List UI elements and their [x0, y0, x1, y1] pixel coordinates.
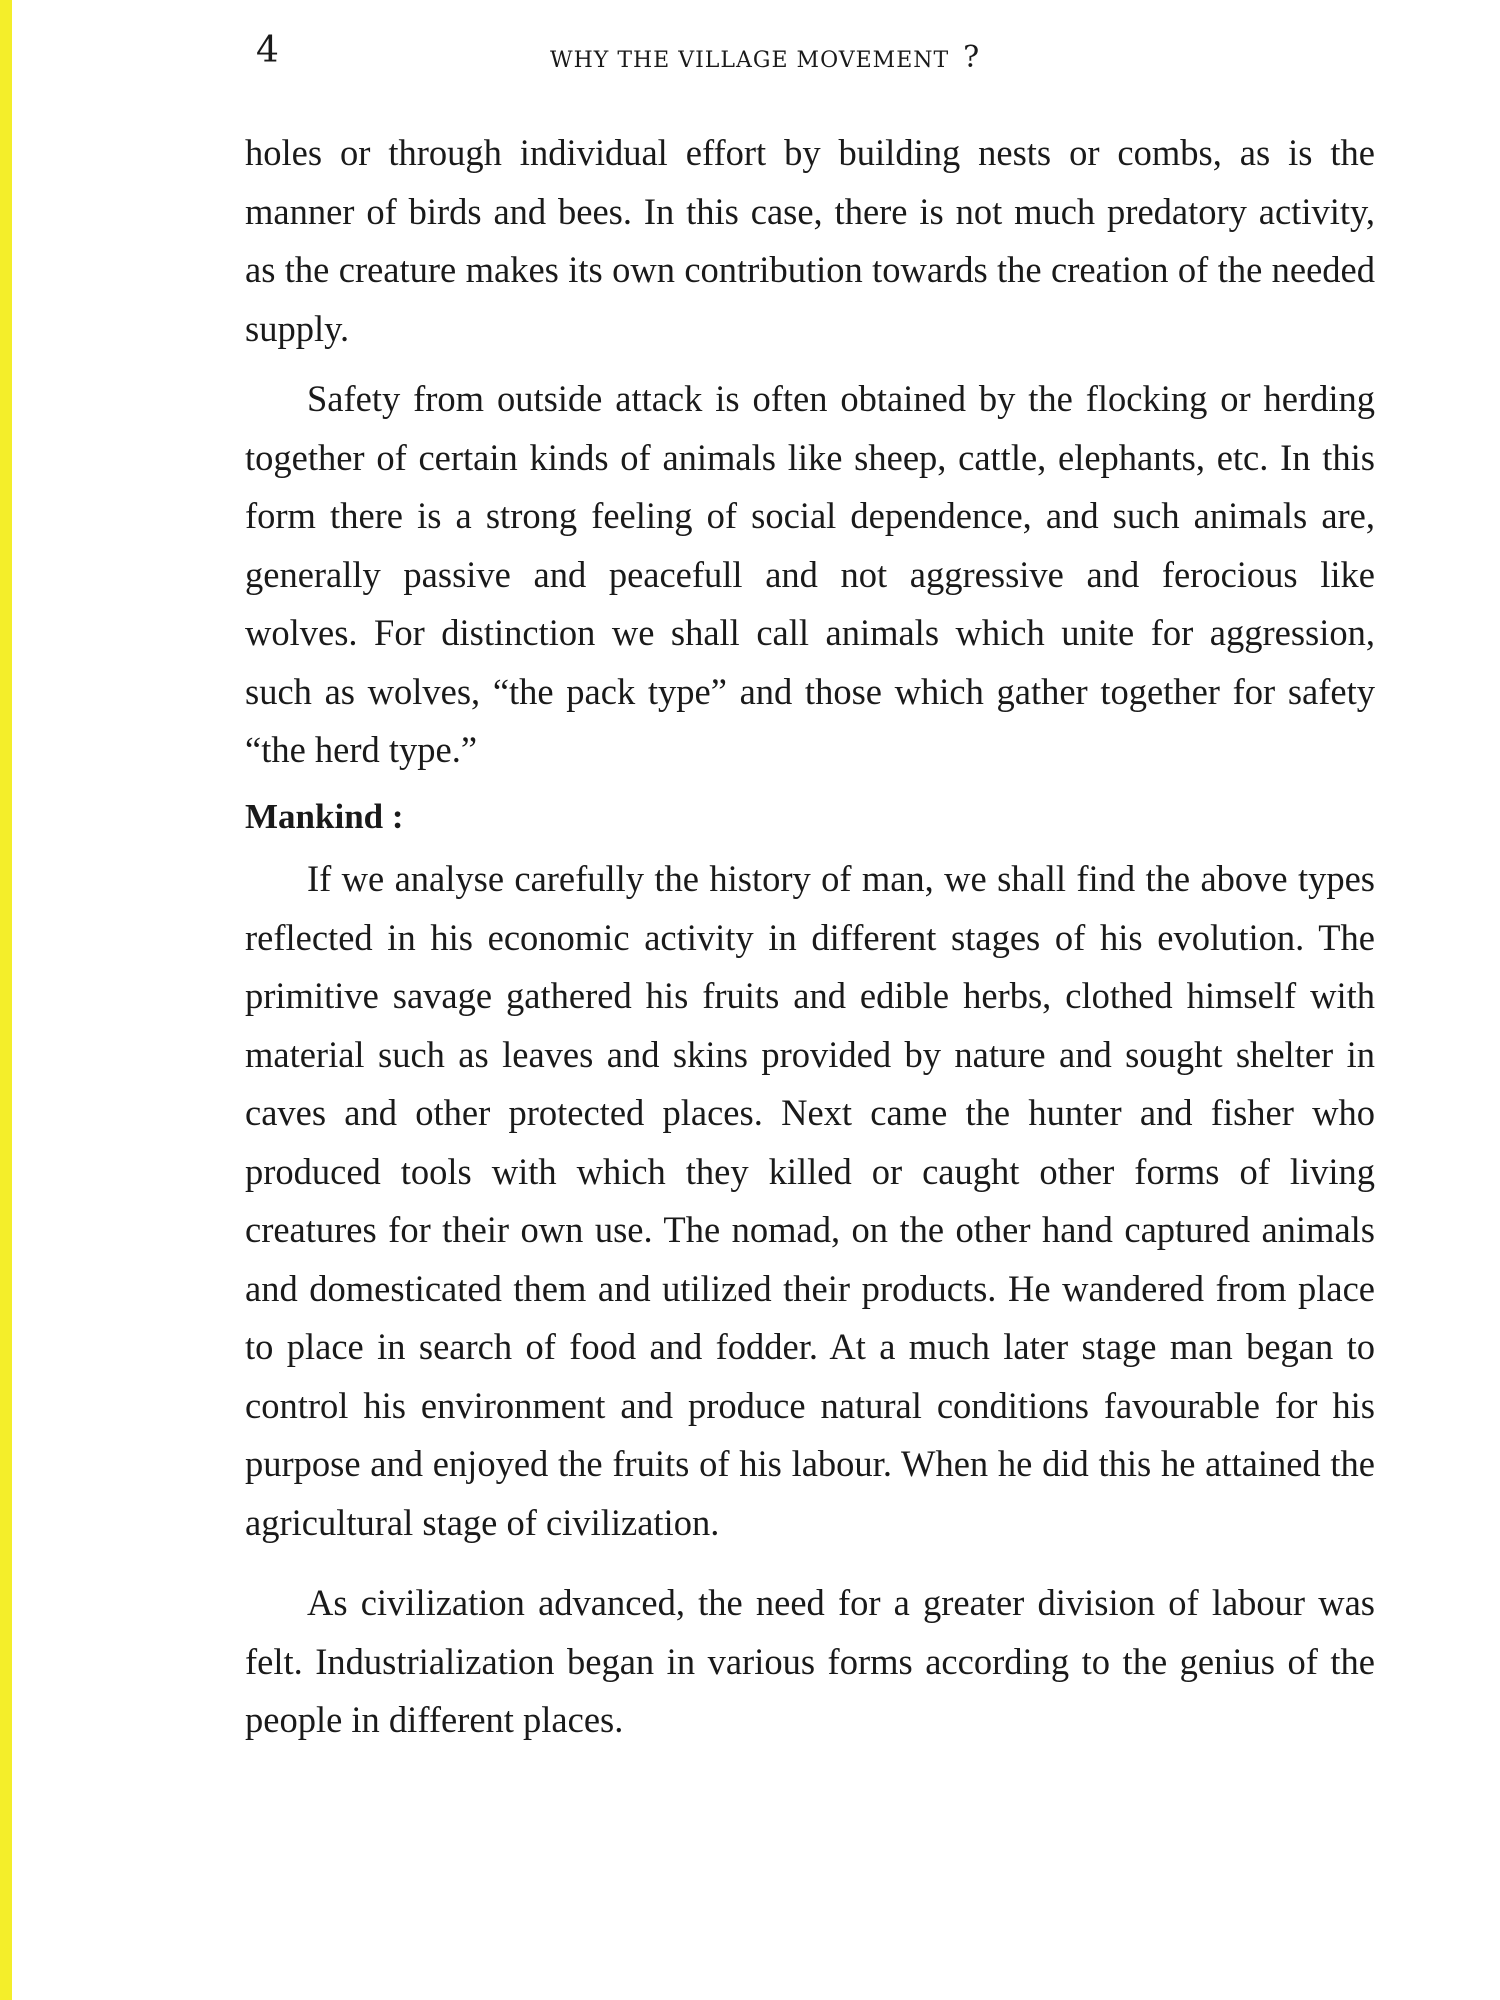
section-heading-mankind: Mankind : — [245, 796, 404, 836]
running-title-text: WHY THE VILLAGE MOVEMENT — [550, 48, 950, 73]
running-title — [550, 40, 980, 75]
running-title-mark: ? — [963, 40, 981, 75]
paragraph-civilization: As civilization advanced, the need for a greater division of labour was felt. Industrialization began in various forms according to the genius of the people in different places. — [245, 1582, 1375, 1740]
paragraph-safety: Safety from outside attack is often obtained by the flocking or herding together of certain kinds of animals like sheep, cattle, elephants, etc. In this form there is a strong feeling of social dependence, and such animals are, generally passive and peacefull and not aggressive and ferocious like wolves. For distinction we shall call animals which unite for aggression, such as wolves, “the pack type” and those which gather together for safety “the herd type.” — [245, 378, 1375, 770]
body-text — [245, 124, 1375, 1750]
paragraph-continued: holes or through individual effort by building nests or combs, as is the manner of birds and bees. In this case, there is not much predatory activity, as the creature makes its own contribution towards the creation of the needed supply. — [245, 132, 1375, 349]
page-number: 4 — [256, 30, 279, 71]
paragraph-history: If we analyse carefully the history of man, we shall find the above types reflected in his economic activity in different stages of his evolution. The primitive savage gathered his fruits and edible herbs, clothed himself with material such as leaves and skins provided by nature and sought shelter in caves and other protected places. Next came the hunter and fisher who produced tools with which they killed or caught other forms of living creatures for their own use. The nomad, on the other hand captured animals and domesticated them and utilized their products. He wandered from place to place in search of food and fodder. At a much later stage man began to control his environment and produce natural conditions favourable for his purpose and enjoyed the fruits of his labour. When he did this he attained the agricultural stage of civilization. — [245, 858, 1375, 1543]
